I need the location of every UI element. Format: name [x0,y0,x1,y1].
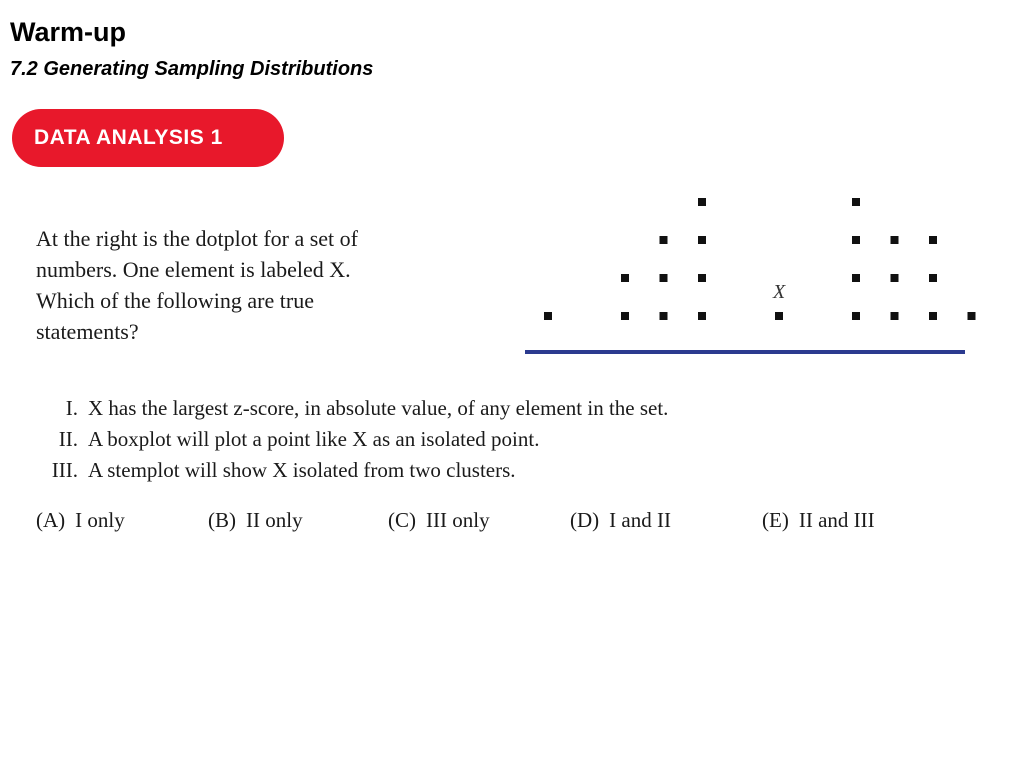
dotplot-dot [968,312,976,320]
dotplot-dot [698,312,706,320]
statement-3 [36,455,976,486]
choice-b[interactable] [208,505,303,535]
dotplot-dot [621,312,629,320]
dotplot-dot [852,274,860,282]
problem-prompt: At the right is the dotplot for a set of numbers. One element is labeled X. Which of the following are true statements? [36,226,358,344]
statement-number: II. [58,427,78,451]
dotplot-dot [621,274,629,282]
dotplot-dots [544,198,976,320]
statement-2 [36,424,976,455]
choice-text: I only [75,508,125,532]
choice-e[interactable] [762,505,875,535]
dotplot-dot [775,312,783,320]
choice-text: III only [426,508,490,532]
choice-text: II and III [798,508,875,532]
dotplot-dot [891,236,899,244]
choice-d[interactable] [570,505,671,535]
choice-c[interactable] [388,505,490,535]
dotplot-dot [852,236,860,244]
statement-text: A stemplot will show X isolated from two clusters. [88,458,516,482]
slide-title: Warm-up [10,17,126,47]
dotplot-dot [698,274,706,282]
statement-list [36,393,976,486]
dotplot-dot [698,236,706,244]
dotplot-dot [660,236,668,244]
statement-number: I. [65,396,78,420]
statement-text: A boxplot will plot a point like X as an isolated point. [88,427,540,451]
choice-letter: (C) [388,508,416,532]
dotplot-dot [891,274,899,282]
choice-a[interactable] [36,505,125,535]
choice-text: II only [246,508,303,532]
dotplot-dot [929,312,937,320]
dotplot-dot [660,312,668,320]
dotplot-x-label: X [773,281,786,303]
choice-letter: (B) [208,508,236,532]
dotplot-dot [852,312,860,320]
slide-subtitle: 7.2 Generating Sampling Distributions [10,58,374,80]
statement-number: III. [51,458,78,482]
dotplot [520,185,980,365]
statement-text: X has the largest z-score, in absolute value, of any element in the set. [88,396,669,420]
dotplot-dot [698,198,706,206]
problem-image [0,95,1000,565]
choice-letter: (A) [36,508,66,532]
choice-text: I and II [609,508,671,532]
dotplot-dot [660,274,668,282]
dotplot-dot [929,236,937,244]
dotplot-dot [891,312,899,320]
dotplot-dot [852,198,860,206]
statement-1 [36,393,976,424]
choice-letter: (D) [570,508,600,532]
dotplot-dot [544,312,552,320]
dotplot-dot [929,274,937,282]
choice-letter: (E) [762,508,789,532]
data-analysis-badge: DATA ANALYSIS 1 [12,109,284,167]
